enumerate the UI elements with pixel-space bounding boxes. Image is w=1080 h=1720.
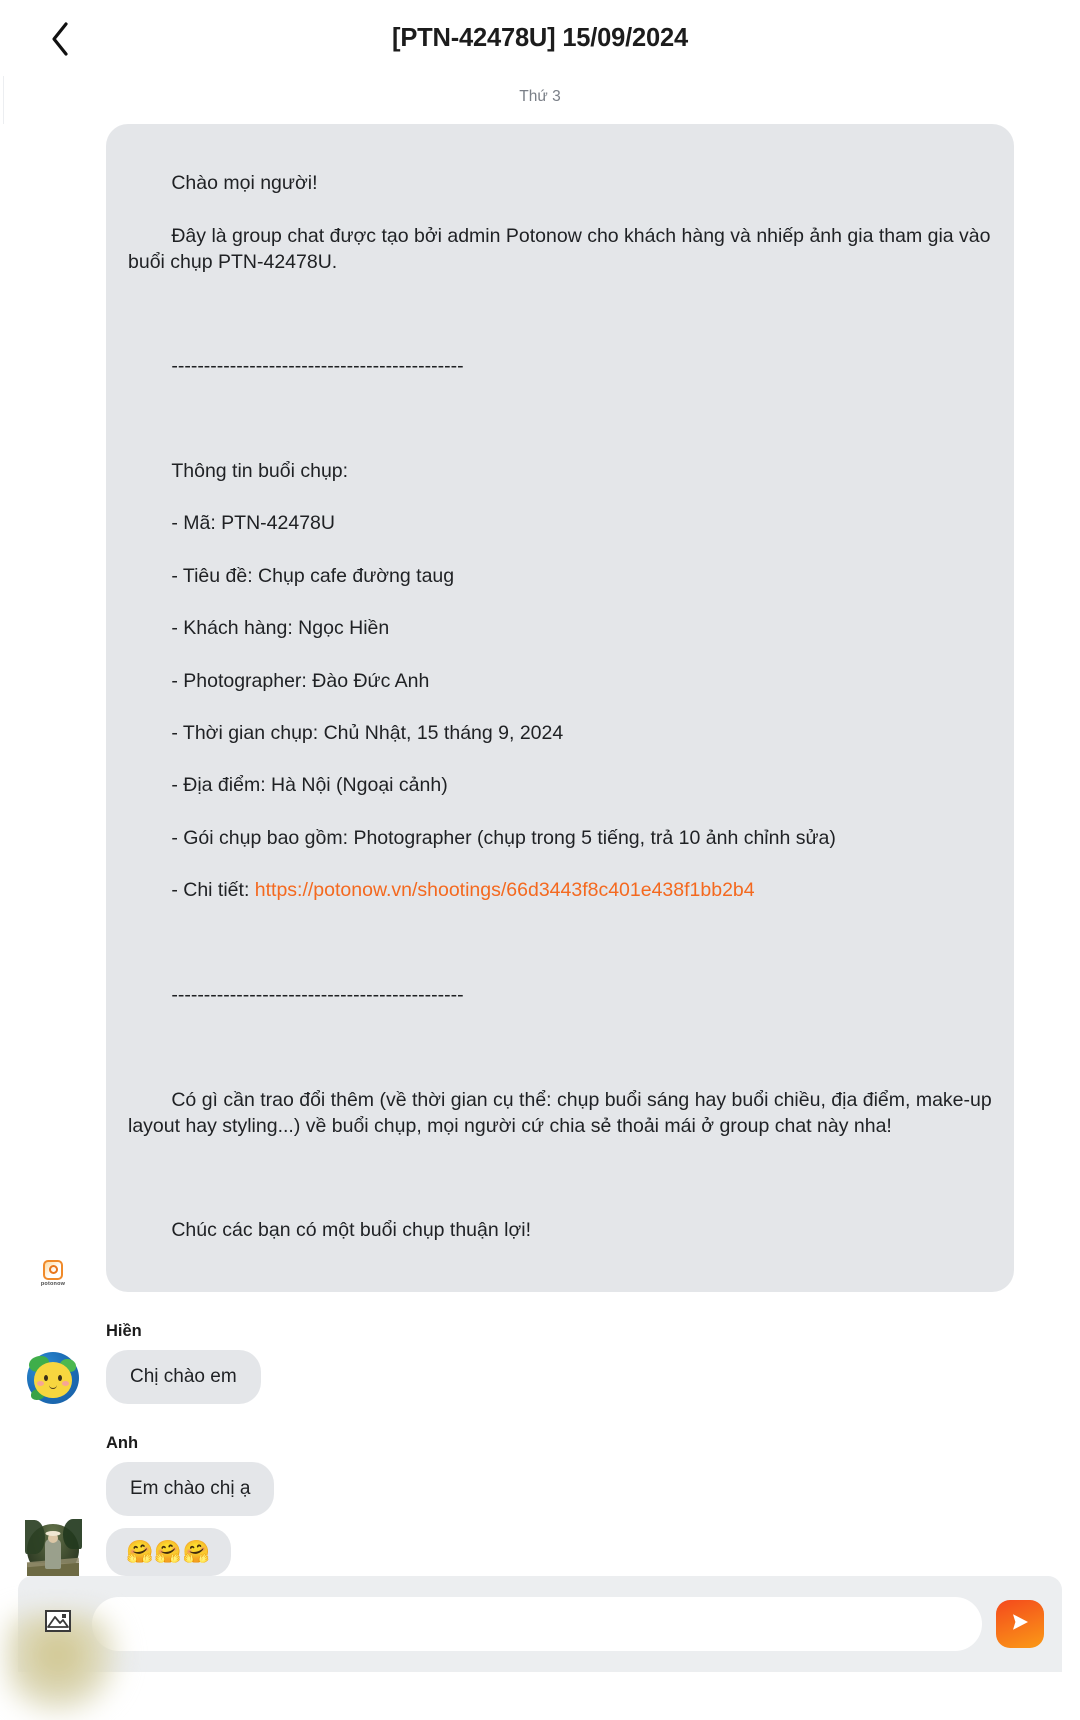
info-line-title: - Tiêu đề: Chụp cafe đường taug	[171, 564, 455, 587]
avatar-face	[34, 1362, 72, 1398]
attach-image-button[interactable]	[40, 1608, 76, 1640]
info-heading: Thông tin buổi chụp:	[171, 460, 349, 483]
avatar-eye	[44, 1375, 48, 1381]
info-line-package: - Gói chụp bao gồm: Photographer (chụp trong 5 tiếng, trả 10 ảnh chỉnh sửa)	[171, 826, 836, 849]
closing-wish: Chúc các bạn có một buổi chụp thuận lợi!	[171, 1219, 532, 1242]
message-bubble-anh-1: Em chào chị ạ	[106, 1462, 274, 1516]
send-icon	[1009, 1611, 1031, 1636]
composer-area	[0, 1576, 1080, 1684]
avatar-slot	[26, 1350, 80, 1404]
avatar-anh[interactable]	[27, 1524, 79, 1576]
intro-greeting: Chào mọi người!	[171, 172, 318, 195]
message-input[interactable]	[92, 1597, 982, 1651]
back-button[interactable]	[40, 18, 80, 60]
blank-line	[128, 301, 992, 327]
avatar-eye	[58, 1375, 62, 1381]
info-line-code: - Mã: PTN-42478U	[171, 512, 335, 535]
avatar-deco	[45, 1539, 61, 1569]
message-group-gap	[0, 1292, 1080, 1322]
message-bubble-anh-2: 🤗🤗🤗	[106, 1528, 231, 1576]
avatar-deco	[25, 1520, 45, 1554]
info-line-detail-label: - Chi tiết:	[171, 879, 255, 902]
chat-header	[0, 0, 1080, 76]
info-line-location: - Địa điểm: Hà Nội (Ngoại cảnh)	[171, 774, 448, 797]
message-stack-anh	[106, 1462, 274, 1576]
composer-bar	[18, 1576, 1062, 1672]
message-bubble-hien-1: Chị chào em	[106, 1350, 261, 1404]
intro-text: Đây là group chat được tạo bởi admin Potonow cho khách hàng và nhiếp ảnh gia tham gia vào buổi chụp PTN-42478U.	[128, 224, 996, 273]
blank-line	[128, 406, 992, 432]
page-title: [PTN-42478U] 15/09/2024	[392, 23, 688, 52]
blank-line	[128, 930, 992, 956]
message-group-gap	[0, 1404, 1080, 1434]
sender-name-hien: Hiền	[106, 1321, 142, 1340]
avatar-mouth	[49, 1383, 57, 1389]
avatar-slot	[26, 1522, 80, 1576]
day-divider: Thứ 3	[0, 76, 1080, 124]
avatar-deco	[46, 1531, 61, 1536]
closing-paragraph: Có gì cần trao đổi thêm (về thời gian cụ thể: chụp buổi sáng hay buổi chiều, địa điểm, make-up layout hay styling...) về buổi chụp, mọi người cứ chia sẻ thoải mái ở group chat này nha!	[128, 1088, 998, 1137]
send-button[interactable]	[996, 1600, 1044, 1648]
sender-name-anh: Anh	[106, 1433, 139, 1452]
info-line-customer: - Khách hàng: Ngọc Hiền	[171, 617, 390, 640]
shooting-detail-link[interactable]: https://potonow.vn/shootings/66d3443f8c401e438f1bb2b4	[254, 879, 755, 902]
blank-line	[128, 1034, 992, 1060]
blank-line	[128, 1165, 992, 1191]
message-bubble-system	[106, 124, 1014, 1292]
divider-line-1: ---------------------------------------------	[171, 355, 464, 378]
info-line-photographer: - Photographer: Đào Đức Anh	[171, 669, 430, 692]
image-attachment-icon	[45, 1609, 71, 1638]
avatar-cheek	[37, 1381, 44, 1386]
message-row-system	[0, 124, 1080, 1292]
info-line-datetime: - Thời gian chụp: Chủ Nhật, 15 tháng 9, 2024	[171, 722, 564, 745]
avatar-deco	[63, 1519, 82, 1549]
avatar-hien[interactable]	[27, 1352, 79, 1404]
avatar-cheek	[62, 1381, 69, 1386]
potonow-logo-wordmark: potonow	[40, 1281, 66, 1288]
chevron-left-icon	[50, 22, 70, 56]
message-row-anh	[0, 1462, 1080, 1576]
potonow-camera-icon	[43, 1260, 63, 1280]
divider-line-2: ---------------------------------------------	[171, 983, 464, 1006]
avatar-slot	[26, 1238, 80, 1292]
potonow-logo-avatar	[35, 1256, 71, 1292]
message-list[interactable]	[0, 124, 1080, 1576]
message-row-hien	[0, 1350, 1080, 1404]
